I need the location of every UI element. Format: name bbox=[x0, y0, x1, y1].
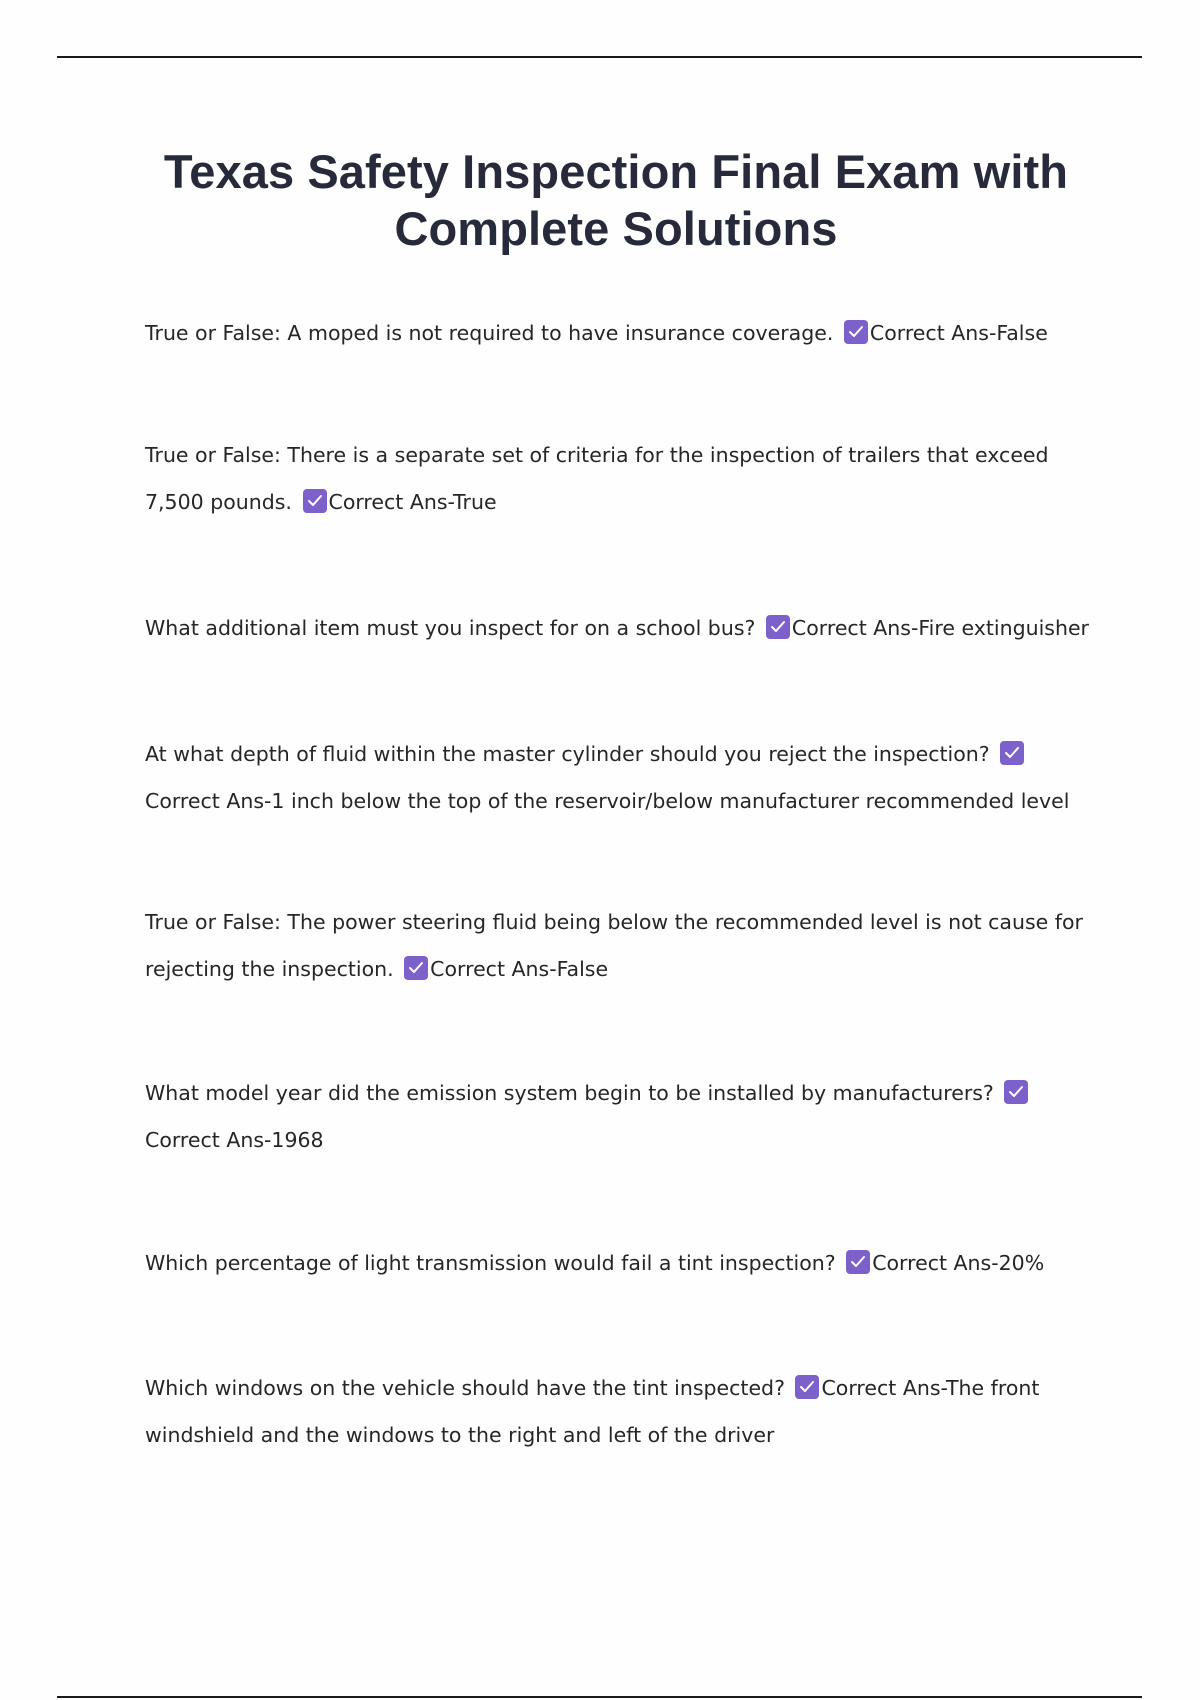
qa-item bbox=[145, 731, 1095, 825]
answer-text: Correct Ans-The front windshield and the windows to the right and left of the driver bbox=[145, 1376, 1040, 1447]
qa-item bbox=[145, 1070, 1095, 1164]
answer-text: Correct Ans-True bbox=[328, 490, 497, 514]
question-text: Which windows on the vehicle should have the tint inspected? bbox=[145, 1376, 785, 1400]
qa-item bbox=[145, 1365, 1095, 1459]
answer-text: Correct Ans-1 inch below the top of the reservoir/below manufacturer recommended level bbox=[145, 789, 1070, 813]
question-text: What model year did the emission system begin to be installed by manufacturers? bbox=[145, 1081, 994, 1105]
question-text: True or False: The power steering fluid being below the recommended level is not cause for rejecting the inspection. bbox=[145, 910, 1083, 981]
answer-text: Correct Ans-Fire extinguisher bbox=[791, 616, 1089, 640]
qa-item bbox=[145, 310, 1095, 357]
top-rule bbox=[57, 56, 1142, 58]
checked-checkbox-icon bbox=[1000, 741, 1024, 765]
answer-text: Correct Ans-False bbox=[430, 957, 609, 981]
answer-text: Correct Ans-20% bbox=[872, 1251, 1045, 1275]
answer-text: Correct Ans-1968 bbox=[145, 1128, 324, 1152]
checked-checkbox-icon bbox=[844, 320, 868, 344]
checked-checkbox-icon bbox=[795, 1375, 819, 1399]
checked-checkbox-icon bbox=[1004, 1080, 1028, 1104]
answer-text: Correct Ans-False bbox=[869, 321, 1048, 345]
bottom-rule bbox=[57, 1696, 1142, 1698]
document-title: Texas Safety Inspection Final Exam with Complete Solutions bbox=[163, 145, 1069, 255]
question-text: At what depth of fluid within the master cylinder should you reject the inspection? bbox=[145, 742, 990, 766]
checked-checkbox-icon bbox=[846, 1250, 870, 1274]
checked-checkbox-icon bbox=[303, 489, 327, 513]
checked-checkbox-icon bbox=[404, 956, 428, 980]
checked-checkbox-icon bbox=[766, 615, 790, 639]
question-text: What additional item must you inspect for on a school bus? bbox=[145, 616, 756, 640]
qa-item bbox=[145, 899, 1095, 993]
qa-item bbox=[145, 605, 1095, 652]
question-text: True or False: A moped is not required to have insurance coverage. bbox=[145, 321, 834, 345]
qa-item bbox=[145, 1240, 1095, 1287]
question-text: True or False: There is a separate set of criteria for the inspection of trailers that exceed 7,500 pounds. bbox=[145, 443, 1049, 514]
qa-item bbox=[145, 432, 1095, 526]
question-text: Which percentage of light transmission would fail a tint inspection? bbox=[145, 1251, 836, 1275]
